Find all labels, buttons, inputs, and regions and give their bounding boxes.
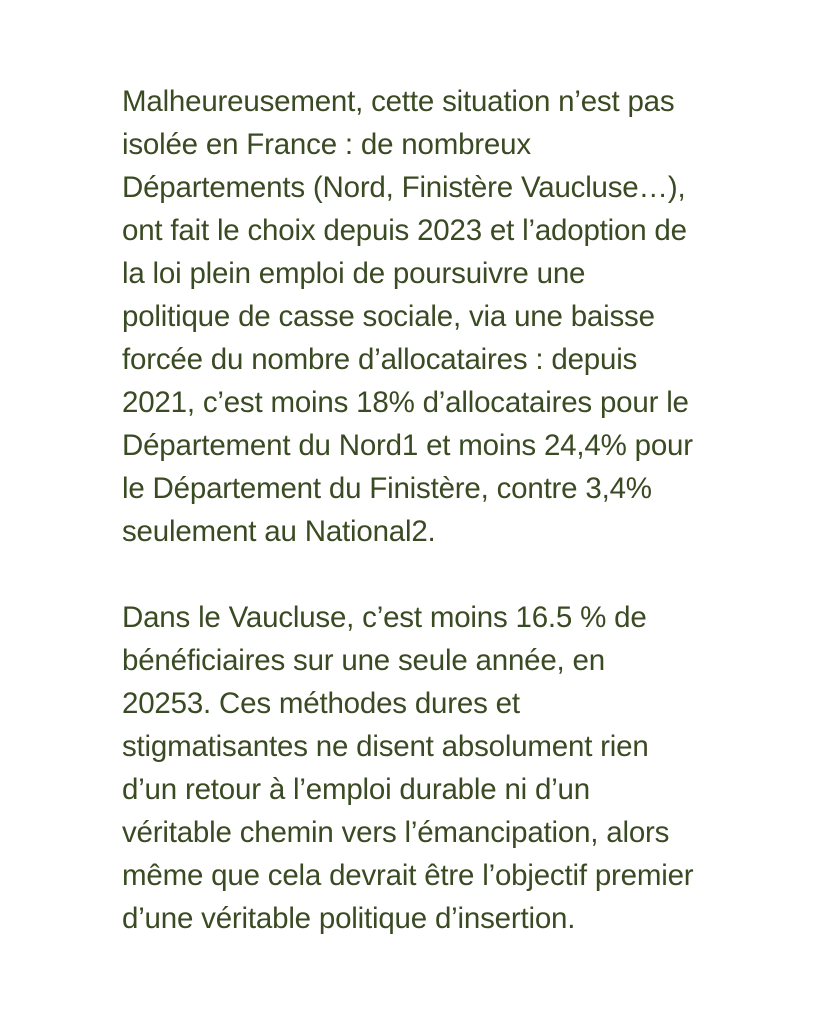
text-line: Malheureusement, cette situation n’est pas [122, 85, 675, 118]
text-line: isolée en France : de nombreux [122, 128, 531, 161]
text-line: d’un retour à l’emploi durable ni d’un [122, 773, 590, 806]
text-line: Dans le Vaucluse, c’est moins 16.5 % de [122, 601, 647, 634]
text-line: Département du Nord1 et moins 24,4% pour [122, 429, 693, 462]
text-line: d’une véritable politique d’insertion. [122, 902, 576, 935]
text-line: 2021, c’est moins 18% d’allocataires pour le [122, 386, 689, 419]
text-line: même que cela devrait être l’objectif premier [122, 859, 694, 892]
paragraph-1 [122, 80, 742, 553]
text-line: politique de casse sociale, via une baisse [122, 300, 655, 333]
text-line: forcée du nombre d’allocataires : depuis [122, 343, 638, 376]
paragraph-spacer [122, 553, 742, 596]
text-line: la loi plein emploi de poursuivre une [122, 257, 586, 290]
text-line: Départements (Nord, Finistère Vaucluse…), [122, 171, 686, 204]
body-text [122, 80, 742, 940]
text-line: le Département du Finistère, contre 3,4% [122, 472, 652, 505]
text-line: stigmatisantes ne disent absolument rien [122, 730, 649, 763]
text-line: seulement au National2. [122, 515, 436, 548]
text-line: véritable chemin vers l’émancipation, alors [122, 816, 670, 849]
text-line: bénéficiaires sur une seule année, en [122, 644, 605, 677]
text-line: ont fait le choix depuis 2023 et l’adoption de [122, 214, 687, 247]
text-line: 20253. Ces méthodes dures et [122, 687, 520, 720]
paragraph-2 [122, 596, 742, 940]
